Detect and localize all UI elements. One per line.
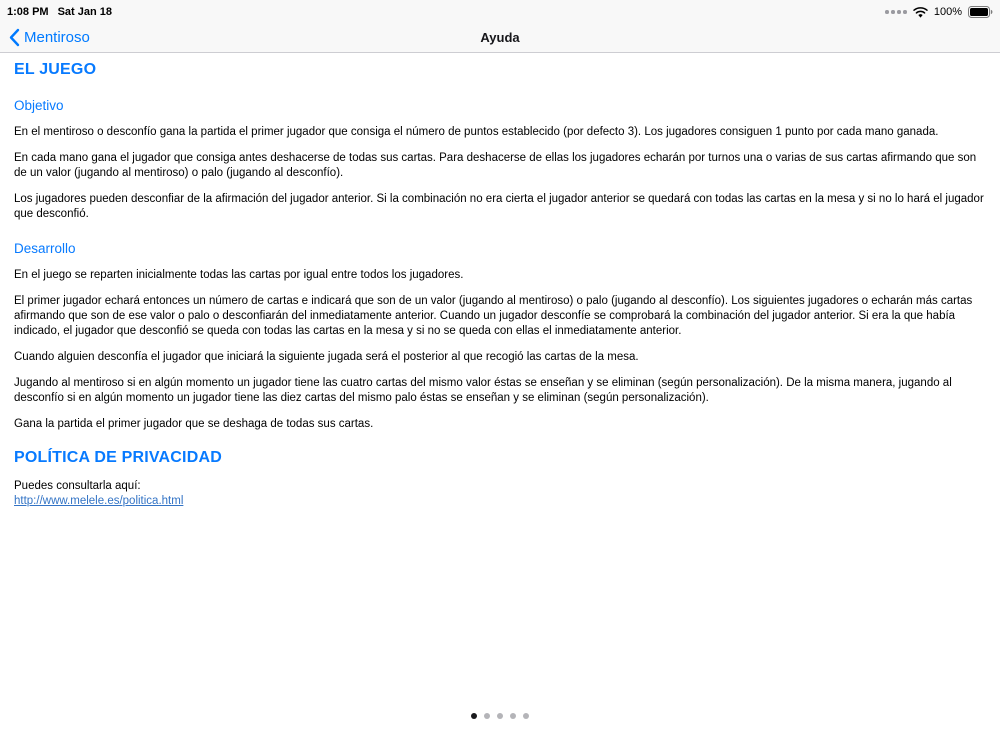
status-date: Sat Jan 18 (57, 6, 112, 18)
wifi-icon (913, 7, 928, 18)
paragraph: Gana la partida el primer jugador que se deshaga de todas sus cartas. (14, 418, 374, 430)
status-bar-right (885, 6, 993, 18)
page-control (0, 713, 1000, 719)
privacy-policy-link[interactable]: http://www.melele.es/politica.html (14, 494, 184, 507)
page-dot[interactable] (471, 713, 477, 719)
nav-bar (0, 22, 1000, 53)
section-title-privacidad: POLÍTICA DE PRIVACIDAD (14, 449, 222, 466)
page-dot[interactable] (497, 713, 503, 719)
cellular-signal-icon (885, 10, 907, 14)
status-time: 1:08 PM (7, 6, 49, 18)
back-button[interactable] (8, 22, 90, 53)
top-chrome (0, 0, 1000, 53)
paragraph: En el juego se reparten inicialmente todas las cartas por igual entre todos los jugadores. (14, 269, 464, 281)
paragraph: Jugando al mentiroso si en algún momento un jugador tiene las cuatro cartas del mismo valor éstas se enseñan y se eliminan (según personalización). De la misma manera, jugando al desconfío si en algún momento un jugador tiene las diez cartas del mismo palo éstas se enseñan y se eliminan (según personalización). (14, 377, 952, 404)
page-title: Ayuda (480, 30, 520, 45)
paragraph: En el mentiroso o desconfío gana la partida el primer jugador que consiga el número de puntos establecido (por defecto 3). Los jugadores consiguen 1 punto por cada mano ganada. (14, 126, 939, 138)
page-dot[interactable] (523, 713, 529, 719)
chevron-left-icon (8, 28, 20, 47)
battery-icon (968, 6, 993, 18)
help-content (0, 53, 1000, 508)
back-button-label: Mentiroso (24, 29, 90, 46)
paragraph: Los jugadores pueden desconfiar de la afirmación del jugador anterior. Si la combinación no era cierta el jugador anterior se quedará con todas las cartas en la mesa y si no lo hará el jugador que desconfió. (14, 193, 984, 220)
status-bar (0, 0, 1000, 22)
status-bar-left (7, 6, 112, 18)
subheading-desarrollo: Desarrollo (14, 241, 76, 256)
page-dot[interactable] (484, 713, 490, 719)
subheading-objetivo: Objetivo (14, 98, 64, 113)
privacy-text: Puedes consultarla aquí: (14, 480, 141, 492)
paragraph: Cuando alguien desconfía el jugador que iniciará la siguiente jugada será el posterior al que recogió las cartas de la mesa. (14, 351, 639, 363)
page-dot[interactable] (510, 713, 516, 719)
paragraph: En cada mano gana el jugador que consiga antes deshacerse de todas sus cartas. Para deshacerse de ellas los jugadores echarán por turnos una o varias de sus cartas afirmando que son de un valor (jugando al mentiroso) o palo (jugando al desconfío). (14, 152, 977, 179)
battery-percent: 100% (933, 6, 962, 18)
privacy-block (14, 479, 986, 508)
section-title-el-juego: EL JUEGO (14, 61, 97, 78)
paragraph: El primer jugador echará entonces un número de cartas e indicará que son de un valor (jugando al mentiroso) o palo (jugando al desconfío). Los siguientes jugadores o echarán más cartas afirmando que son de ese valor o palo o desconfiarán del inmediatamente anterior. Cuando un jugador desconfíe se comprobará la combinación del jugador anterior. Si era la que había indicado, el jugador que desconfió se queda con todas las cartas en la mesa y si no se queda con ellas el inmediatamente anterior. (14, 295, 973, 337)
